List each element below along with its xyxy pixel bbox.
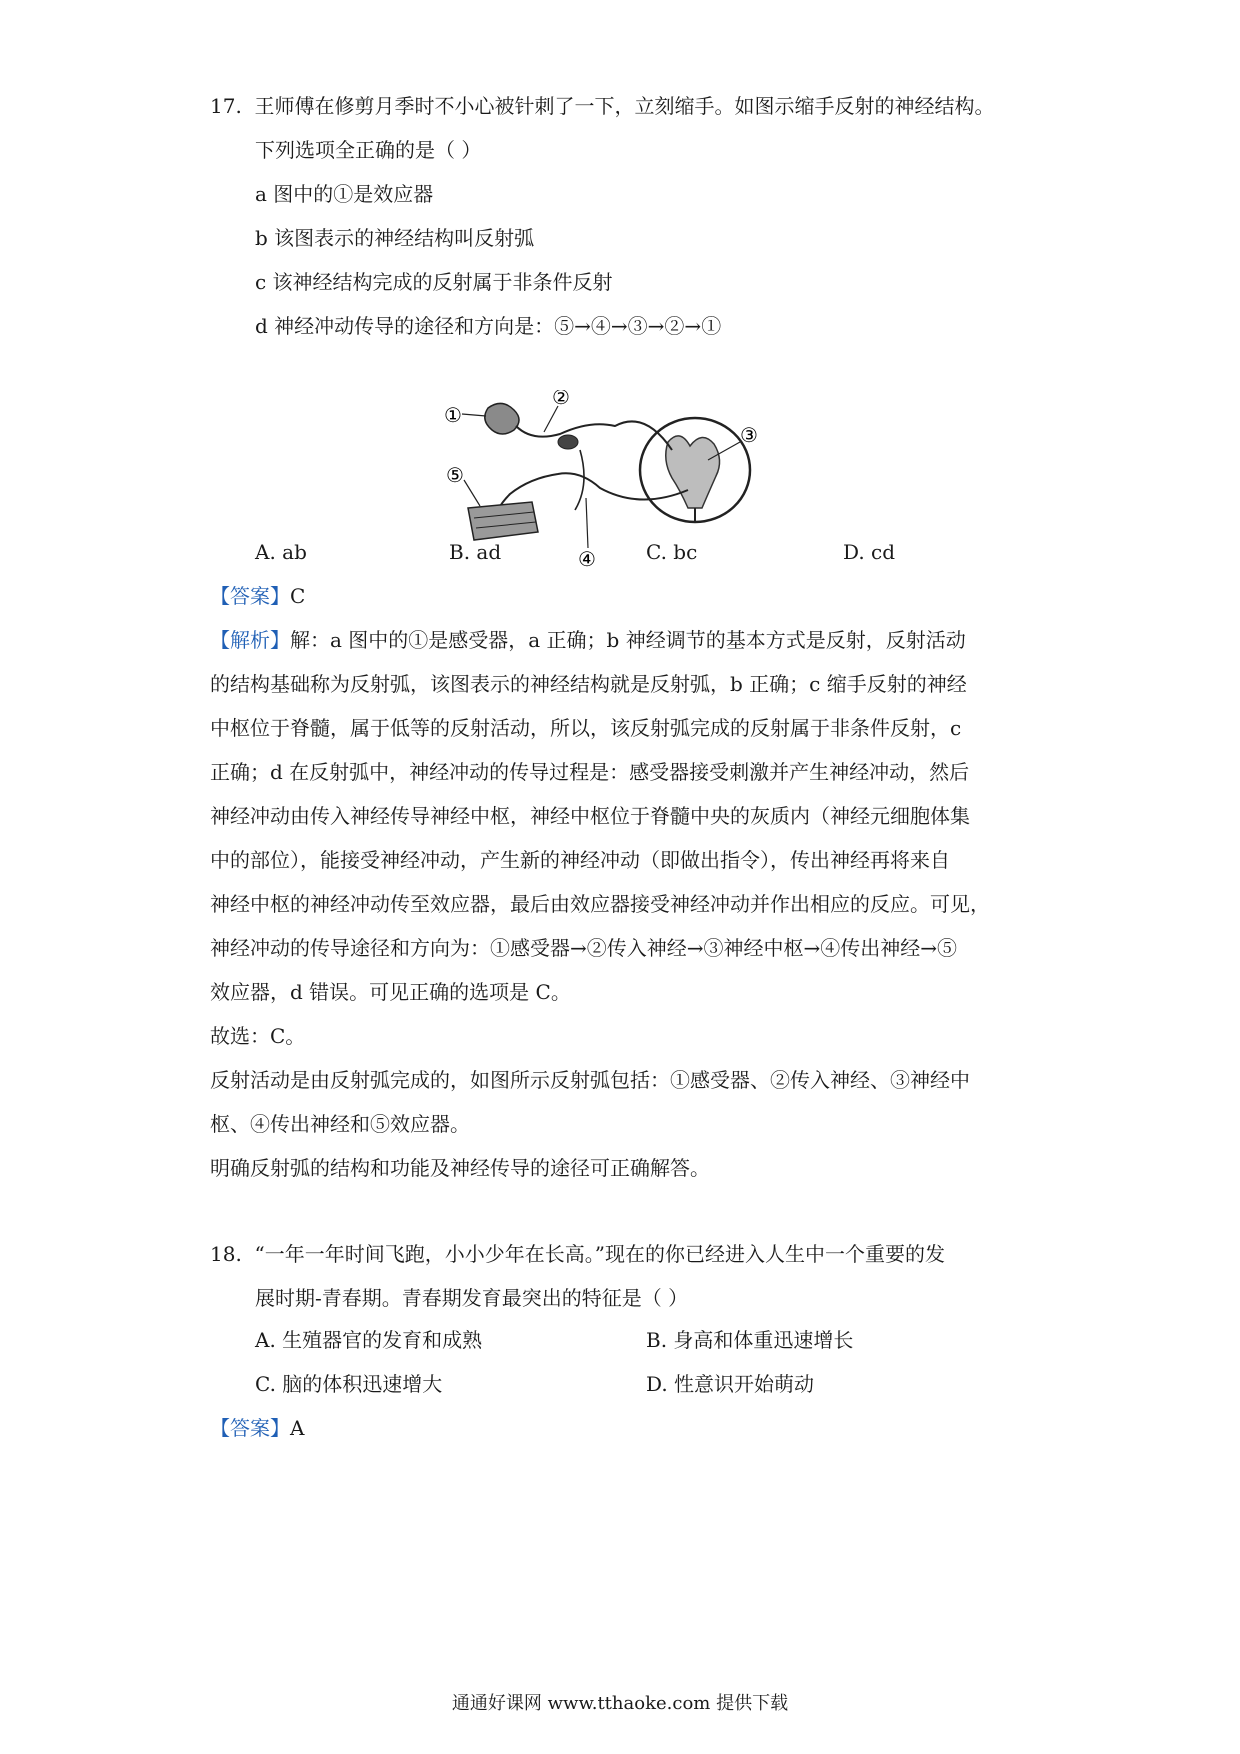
figure-label-1: ① <box>444 403 462 427</box>
q18-answer: A <box>290 1416 305 1440</box>
q17-option-c: C. bc <box>646 540 698 564</box>
q17-answer-tag: 【答案】 <box>210 584 290 608</box>
leader-1 <box>462 414 486 416</box>
q17-stem-text-1: 王师傅在修剪月季时不小心被针刺了一下，立刻缩手。如图示缩手反射的神经结构。 <box>254 94 995 118</box>
leader-4 <box>586 498 588 548</box>
q17-option-d: D. cd <box>843 540 896 564</box>
q17-analysis-line-3: 中枢位于脊髓，属于低等的反射活动，所以，该反射弧完成的反射属于非条件反射，c <box>210 716 962 740</box>
q18-number: 18. <box>210 1242 242 1266</box>
q17-analysis-line-5: 神经冲动由传入神经传导神经中枢，神经中枢位于脊髓中央的灰质内（神经元细胞体集 <box>210 804 970 828</box>
q17-stem-line-2: 下列选项全正确的是（ ） <box>255 138 482 162</box>
q18-stem-text-1: “一年一年时间飞跑，小小少年在长高。”现在的你已经进入人生中一个重要的发 <box>254 1242 945 1266</box>
page-footer: 通通好课网 www.tthaoke.com 提供下载 <box>451 1693 789 1714</box>
q17-summary-line-2: 枢、④传出神经和⑤效应器。 <box>210 1112 470 1136</box>
ganglion <box>558 435 578 449</box>
q18-option-b: B. 身高和体重迅速增长 <box>646 1328 854 1352</box>
q17-item-a: a 图中的①是效应器 <box>255 182 434 206</box>
leader-5 <box>464 480 480 506</box>
q17-summary-line-1: 反射活动是由反射弧完成的，如图所示反射弧包括：①感受器、②传入神经、③神经中 <box>210 1068 970 1092</box>
figure-label-2: ② <box>552 390 570 409</box>
q17-item-d: d 神经冲动传导的途径和方向是：⑤→④→③→②→① <box>255 314 722 338</box>
q18-option-d: D. 性意识开始萌动 <box>646 1372 815 1396</box>
q17-analysis-line-8: 神经冲动的传导途径和方向为：①感受器→②传入神经→③神经中枢→④传出神经→⑤ <box>210 936 958 960</box>
q18-stem-line-2: 展时期-青春期。青春期发育最突出的特征是（ ） <box>255 1286 689 1310</box>
q18-answer-tag: 【答案】 <box>210 1416 290 1440</box>
q18-stem-line-1 <box>210 1240 945 1268</box>
q17-stem-line-1 <box>210 92 995 120</box>
figure-label-3: ③ <box>740 423 758 447</box>
q17-answer: C <box>290 584 306 608</box>
q17-analysis-line-2: 的结构基础称为反射弧，该图表示的神经结构就是反射弧，b 正确；c 缩手反射的神经 <box>210 672 967 696</box>
receptor-shape <box>485 403 519 434</box>
q17-conclusion: 明确反射弧的结构和功能及神经传导的途径可正确解答。 <box>210 1156 710 1180</box>
leader-2 <box>544 406 558 432</box>
effector-muscle <box>468 502 538 540</box>
q17-analysis-text-1: 解：a 图中的①是感受器，a 正确；b 神经调节的基本方式是反射，反射活动 <box>290 628 966 652</box>
q17-analysis-line-7: 神经中枢的神经冲动传至效应器，最后由效应器接受神经冲动并作出相应的反应。可见， <box>210 892 990 916</box>
q17-analysis-line-4: 正确；d 在反射弧中，神经冲动的传导过程是：感受器接受刺激并产生神经冲动，然后 <box>210 760 970 784</box>
figure-label-5: ⑤ <box>446 463 464 487</box>
q17-choose: 故选：C。 <box>210 1024 306 1048</box>
nerve-branch <box>575 450 584 510</box>
afferent-nerve <box>516 421 672 450</box>
q18-option-a: A. 生殖器官的发育和成熟 <box>255 1328 483 1352</box>
q17-item-b: b 该图表示的神经结构叫反射弧 <box>255 226 535 250</box>
q17-analysis-line-6: 中的部位），能接受神经冲动，产生新的神经冲动（即做出指令），传出神经再将来自 <box>210 848 950 872</box>
q17-analysis-line-1 <box>210 626 966 654</box>
figure-label-4: ④ <box>578 547 596 570</box>
q17-analysis-tag: 【解析】 <box>210 628 290 652</box>
q18-option-c: C. 脑的体积迅速增大 <box>255 1372 443 1396</box>
q17-option-b: B. ad <box>449 540 502 564</box>
q17-number: 17. <box>210 94 242 118</box>
q17-answer-line <box>210 582 305 610</box>
gray-matter <box>666 436 720 508</box>
q17-analysis-line-9: 效应器，d 错误。可见正确的选项是 C。 <box>210 980 571 1004</box>
q18-answer-line <box>210 1414 304 1442</box>
q17-item-c: c 该神经结构完成的反射属于非条件反射 <box>255 270 613 294</box>
q17-option-a: A. ab <box>255 540 307 564</box>
